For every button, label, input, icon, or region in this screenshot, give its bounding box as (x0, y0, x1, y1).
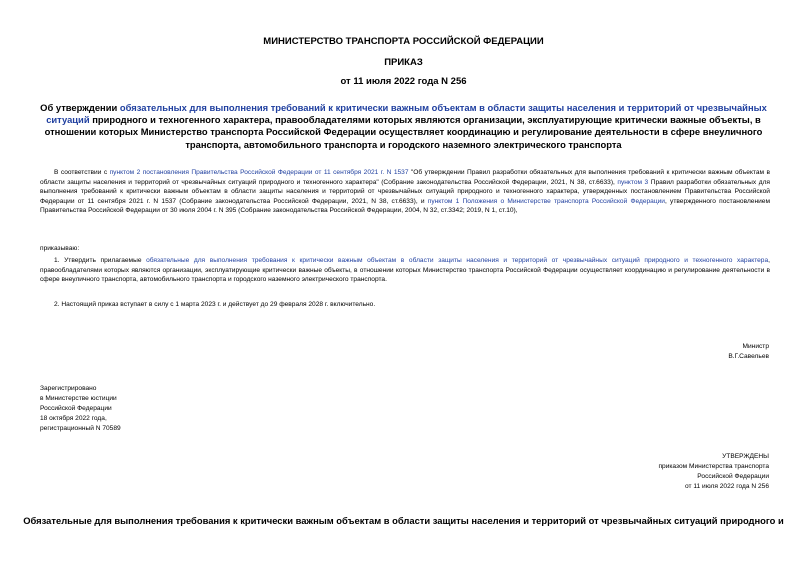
preamble-link-1[interactable]: пунктом 2 постановления Правительства Российской Федерации от 11 сентября 2021 г. N 1537 (109, 169, 409, 176)
approval-line: УТВЕРЖДЕНЫ (722, 453, 769, 460)
doc-type-heading: ПРИКАЗ (384, 57, 423, 68)
approval-line: от 11 июля 2022 года N 256 (684, 483, 769, 490)
item1-text-1: 1. Утвердить прилагаемые (54, 257, 147, 264)
signature-position: Министр (742, 343, 769, 350)
document-title (30, 102, 777, 151)
approval-line: приказом Министерства транспорта (658, 463, 769, 470)
registration-line: в Министерстве юстиции (40, 395, 117, 402)
ministry-heading: МИНИСТЕРСТВО ТРАНСПОРТА РОССИЙСКОЙ ФЕДЕРАЦИИ (263, 36, 544, 47)
preamble-text-3: Правил разработки обязательных для выполнения требований к критически важным объектам в области защиты населения и территорий от чрезвычайных ситуаций природного и техногенного характера, утвержденных постановлением Правительства Российской Федерации от 11 сентября 2021 г. N 1537 (Собрание законодательства Российской Федерации, 2021, N 38, ст.6633), и (40, 178, 770, 205)
item1-text-2: , правообладателями которых являются организации, эксплуатирующие критически важные объекты, в отношении которых Министерство транспорта Российской Федерации осуществляет координацию и регулирование деятельности в сфере внеуличного транспорта, автомобильного транспорта и городского наземного электрического транспорта. (40, 257, 770, 284)
doc-date-number: от 11 июля 2022 года N 256 (340, 76, 467, 87)
signature-name: В.Г.Савельев (728, 353, 769, 360)
registration-line: Зарегистрировано (40, 385, 97, 392)
registration-line: Российской Федерации (40, 405, 112, 412)
title-prefix: Об утверждении (40, 102, 120, 113)
order-item-1 (40, 256, 770, 285)
title-rest: природного и техногенного характера, правообладателями которых являются организации, эксплуатирующие критически важные объекты, в отношении которых Министерство транспорта Российской Федерации осуществляет координацию и регулирование деятельности в сфере внеуличного транспорта, автомобильного транспорта и городского наземного электрического транспорта (44, 114, 763, 150)
preamble-text-2: "Об утверждении Правил разработки обязательных для выполнения требований к критически важным объектам в области защиты населения и территорий от чрезвычайных ситуаций природного и техногенного характера" (Собрание законодательства Российской Федерации, 2021, N 38, ст.6633), (40, 169, 770, 186)
registration-line: 18 октября 2022 года, (40, 415, 107, 422)
approval-line: Российской Федерации (697, 473, 769, 480)
annex-title: Обязательные для выполнения требования к критически важным объектам в области защиты населения и территорий от чрезвычайных ситуаций природного и (23, 515, 784, 526)
preamble-text-4: , утвержденного постановлением Правительства Российской Федерации от 30 июля 2004 г. N 395 (Собрание законодательства Российской Федерации, 2004, N 32, ст.3342; 2019, N 1, ст.10), (40, 197, 770, 215)
preamble-text-1: В соответствии с (54, 169, 110, 176)
preamble-link-2[interactable]: пунктом 3 (617, 178, 649, 186)
title-link[interactable]: обязательных для выполнения требований к критически важным объектам в области защиты населения и территорий от чрезвычайных ситуаций (46, 102, 767, 126)
approval-block (658, 452, 769, 492)
registration-block (40, 384, 121, 434)
preamble-paragraph (40, 168, 770, 216)
item1-link[interactable]: обязательные для выполнения требования к критически важным объектам в области защиты населения и территорий от чрезвычайных ситуаций природного и техногенного характера (146, 257, 769, 264)
order-item-2: 2. Настоящий приказ вступает в силу с 1 марта 2023 г. и действует до 29 февраля 2028 г. включительно. (54, 301, 376, 308)
order-word: приказываю: (40, 245, 80, 252)
registration-line: регистрационный N 70589 (40, 425, 121, 432)
signature-block (728, 342, 769, 362)
preamble-link-3[interactable]: пунктом 1 Положения о Министерстве транспорта Российской Федерации (427, 197, 665, 205)
